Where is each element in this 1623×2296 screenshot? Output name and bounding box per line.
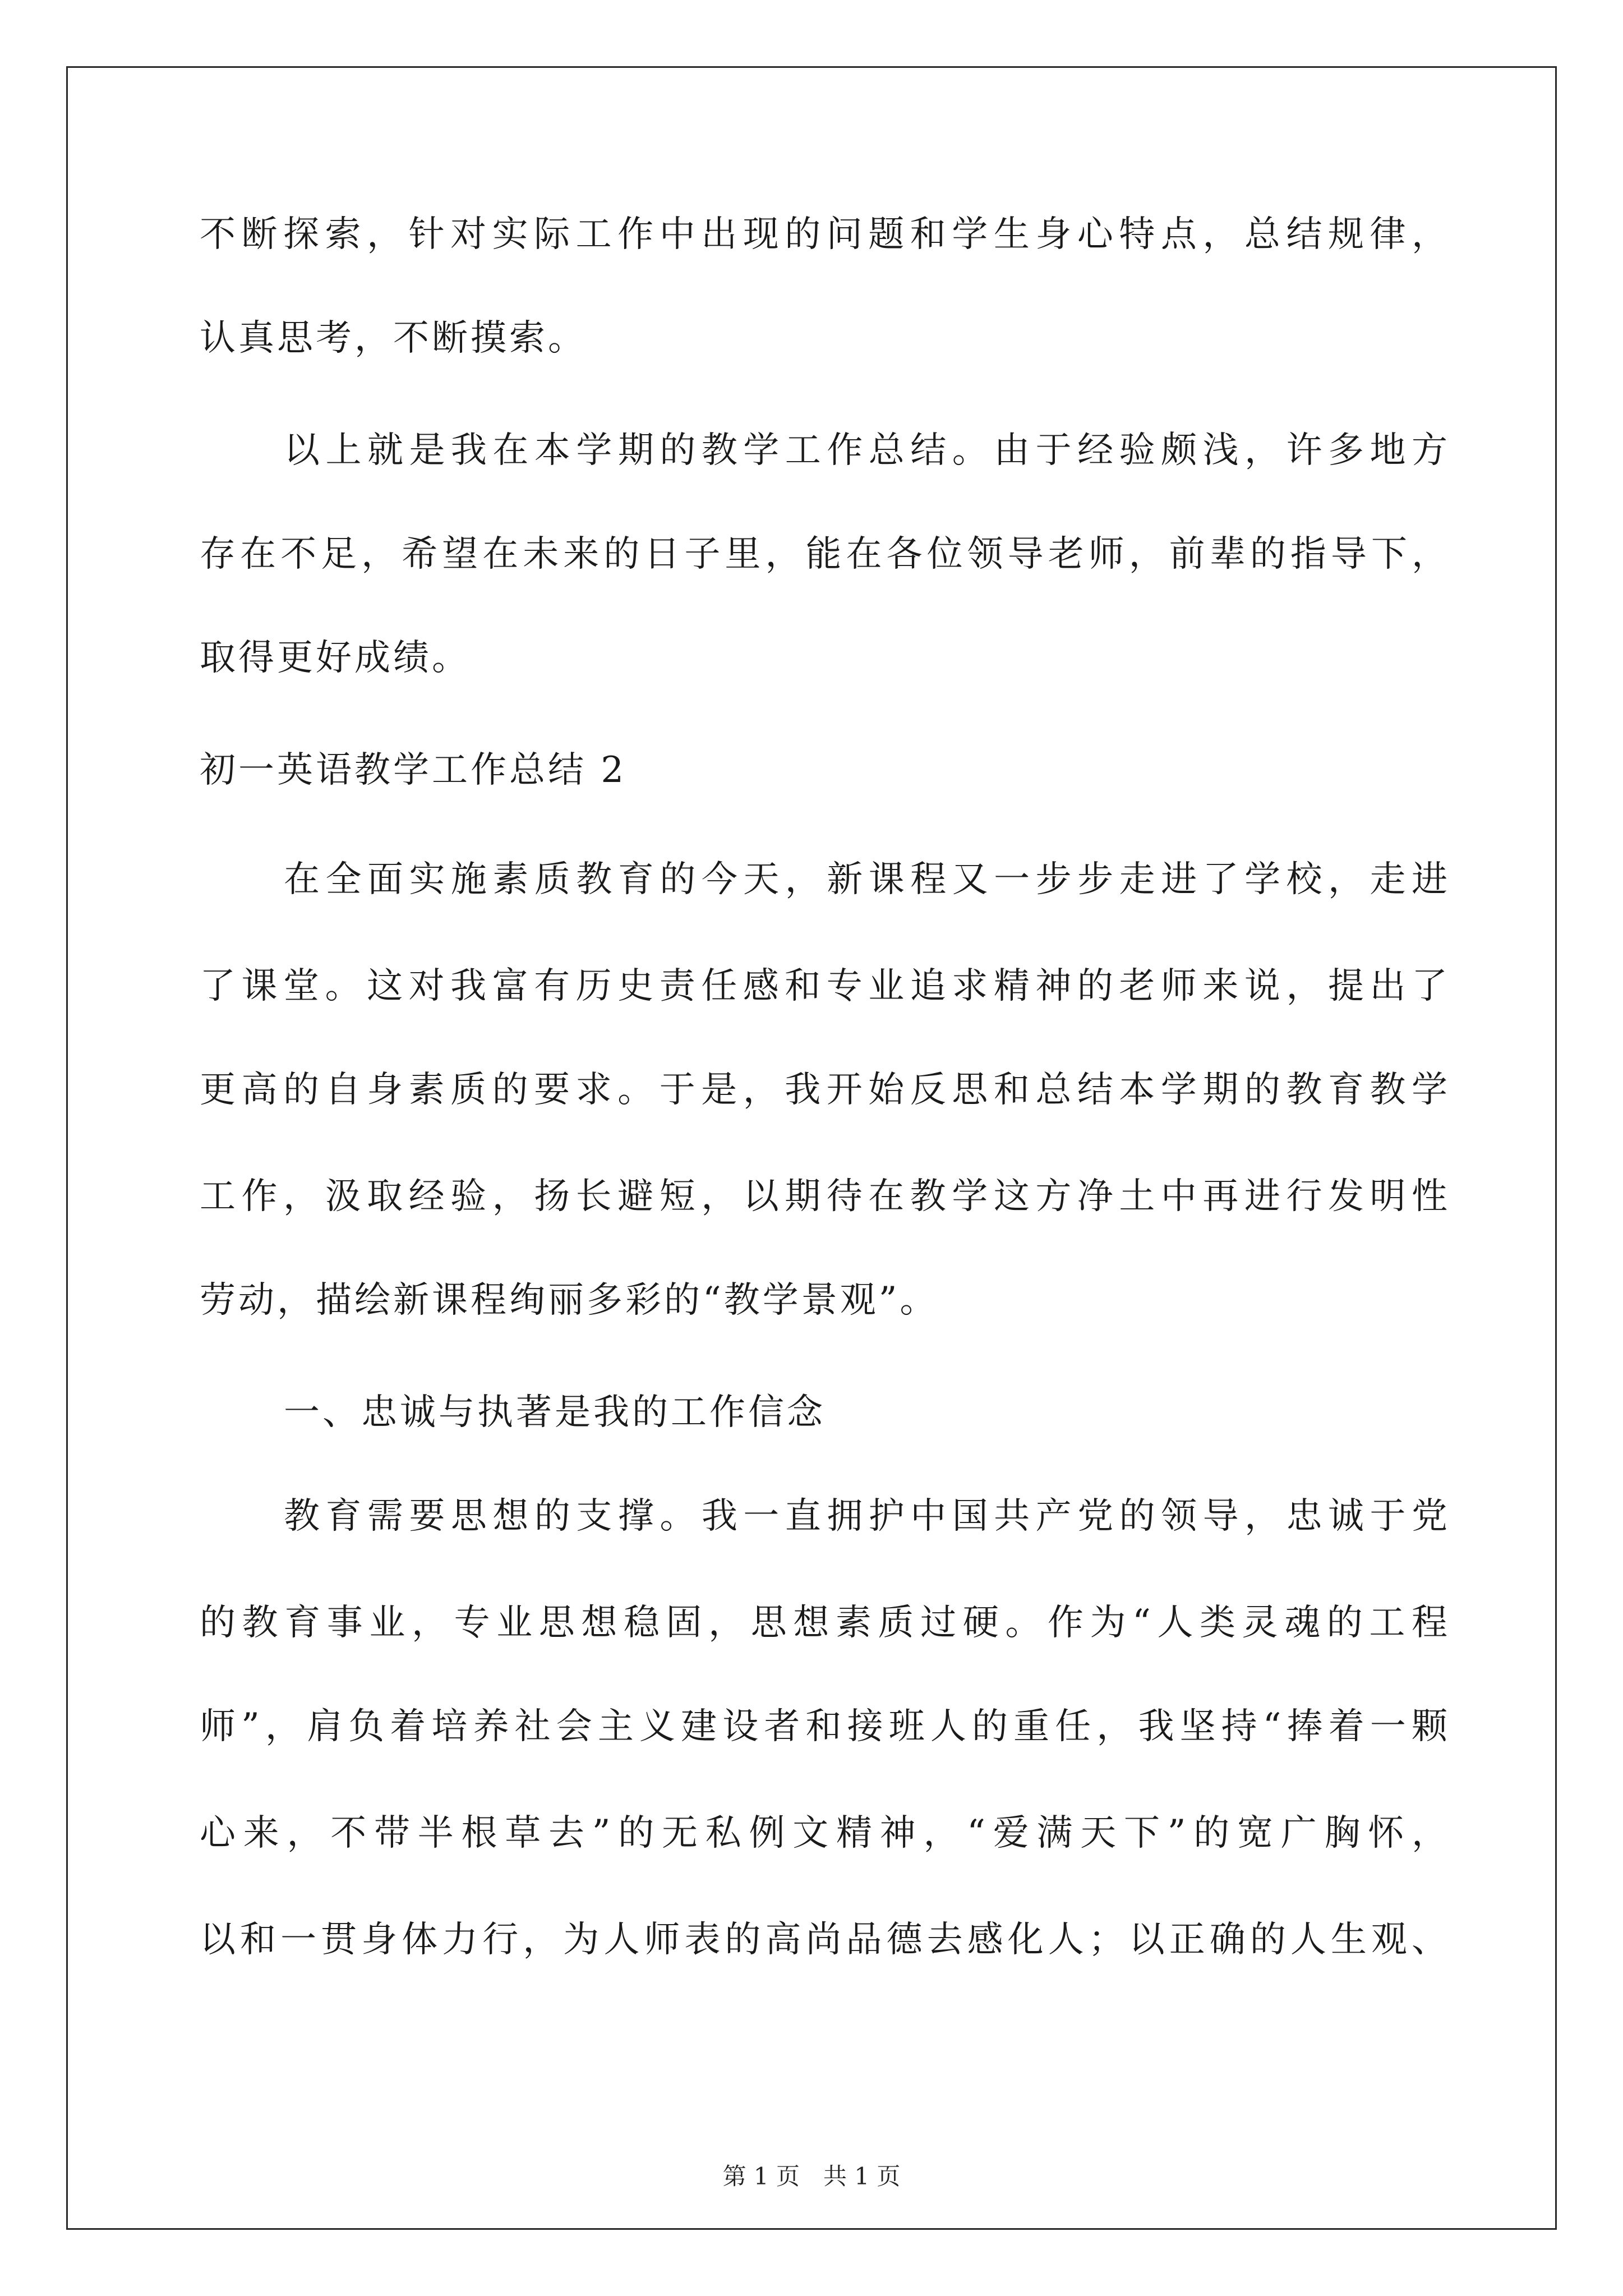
paragraph-line: 劳动，描绘新课程绚丽多彩的“教学景观”。 <box>200 1280 939 1321</box>
page-border <box>66 66 1557 2230</box>
paragraph-line: 教育需要思想的支撑。我一直拥护中国共产党的领导，忠诚于党 <box>284 1496 1450 1537</box>
page-number-current: 第 1 页 <box>722 2162 800 2190</box>
paragraph-line: 存在不足，希望在未来的日子里，能在各位领导老师，前辈的指导下， <box>200 533 1450 575</box>
page-number-total: 共 1 页 <box>823 2162 901 2190</box>
paragraph-line: 了课堂。这对我富有历史责任感和专业追求精神的老师来说，提出了 <box>200 965 1450 1007</box>
subheading: 一、忠诚与执著是我的工作信念 <box>284 1392 826 1433</box>
paragraph-line: 不断探索，针对实际工作中出现的问题和学生身心特点，总结规律， <box>200 214 1450 255</box>
paragraph-line: 以和一贯身体力行，为人师表的高尚品德去感化人；以正确的人生观、 <box>200 1919 1450 1961</box>
paragraph-line: 师”，肩负着培养社会主义建设者和接班人的重任，我坚持“捧着一颗 <box>200 1706 1450 1747</box>
paragraph-line: 的教育事业，专业思想稳固，思想素质过硬。作为“人类灵魂的工程 <box>200 1602 1450 1644</box>
paragraph-line: 以上就是我在本学期的教学工作总结。由于经验颇浅，许多地方 <box>284 430 1450 471</box>
paragraph-line: 更高的自身素质的要求。于是，我开始反思和总结本学期的教育教学 <box>200 1069 1450 1111</box>
section-heading: 初一英语教学工作总结 2 <box>200 749 627 791</box>
paragraph-line: 心来，不带半根草去”的无私例文精神，“爱满天下”的宽广胸怀， <box>200 1812 1450 1854</box>
page-footer <box>0 2160 1623 2193</box>
paragraph-line: 认真思考，不断摸索。 <box>200 318 587 359</box>
paragraph-line: 取得更好成绩。 <box>200 637 471 679</box>
paragraph-line: 在全面实施素质教育的今天，新课程又一步步走进了学校，走进 <box>284 859 1450 900</box>
paragraph-line: 工作，汲取经验，扬长避短，以期待在教学这方净土中再进行发明性 <box>200 1176 1450 1217</box>
